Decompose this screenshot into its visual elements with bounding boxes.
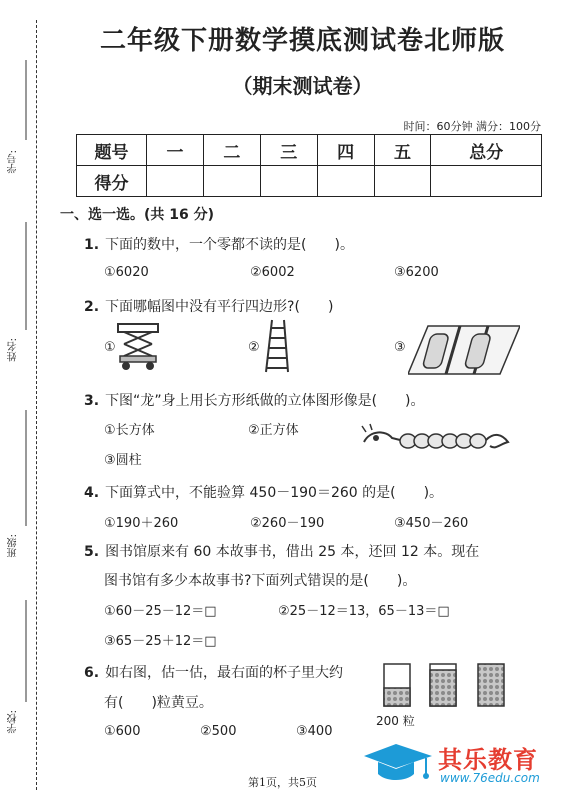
question-number: 3. xyxy=(84,393,100,409)
score-table-cell: 一 xyxy=(147,135,204,166)
page-subtitle: （期末测试卷） xyxy=(232,74,373,98)
score-row-label: 得分 xyxy=(77,166,147,197)
option[interactable]: ① xyxy=(104,340,116,355)
question-3 xyxy=(84,390,425,410)
score-table-cell: 题号 xyxy=(77,135,147,166)
question-text: 下图“龙”身上用长方形纸做的立体图形像是( )。 xyxy=(105,393,425,409)
question-2 xyxy=(84,296,333,316)
score-table-header-row xyxy=(77,135,542,166)
option[interactable]: ②500 xyxy=(200,724,237,739)
page-footer: 第1页，共5页 xyxy=(248,776,317,789)
school-label: 学校: xyxy=(8,710,19,734)
question-number: 6. xyxy=(84,665,100,681)
question-number: 1. xyxy=(84,237,100,253)
question-text: 如右图，估一估，最右面的杯子里大约 xyxy=(105,665,344,681)
option[interactable]: ③ xyxy=(394,340,406,355)
student-id-label: 学号: xyxy=(8,150,19,174)
binding-blank-lines xyxy=(0,0,48,800)
question-5-line-2: 图书馆有多少本故事书?下面列式错误的是( )。 xyxy=(104,573,417,589)
option[interactable]: ①60－25－12＝□ xyxy=(104,604,217,619)
question-number: 2. xyxy=(84,299,100,315)
cup-label: 200 粒 xyxy=(376,714,415,728)
option[interactable]: ②260－190 xyxy=(250,516,325,531)
option[interactable]: ②25－12＝13，65－13＝□ xyxy=(278,604,450,619)
question-6-line-2: 有( )粒黄豆。 xyxy=(104,695,213,711)
question-text: 下面的数中，一个零都不读的是( )。 xyxy=(105,237,354,253)
option[interactable]: ①190＋260 xyxy=(104,516,179,531)
name-label: 姓名: xyxy=(8,338,19,362)
question-4 xyxy=(84,482,443,502)
question-6 xyxy=(84,662,343,682)
exam-meta: 时间：60分钟 满分：100分 xyxy=(403,120,541,133)
option[interactable]: ② xyxy=(248,340,260,355)
score-table-cell: 四 xyxy=(317,135,374,166)
option[interactable]: ③450－260 xyxy=(394,516,469,531)
score-table-score-row xyxy=(77,166,542,197)
option[interactable]: ①长方体 xyxy=(104,423,155,438)
score-table-cell: 二 xyxy=(203,135,260,166)
score-input-cell[interactable] xyxy=(260,166,317,197)
option[interactable]: ②正方体 xyxy=(248,423,299,438)
question-5 xyxy=(84,541,479,561)
question-text: 下面哪幅图中没有平行四边形?( ) xyxy=(105,299,334,315)
bean-cups-icon xyxy=(380,660,510,710)
score-table xyxy=(76,134,542,197)
score-table-cell: 五 xyxy=(374,135,431,166)
score-input-cell[interactable] xyxy=(317,166,374,197)
page-title: 二年级下册数学摸底测试卷北师版 xyxy=(99,26,505,56)
ladder-icon xyxy=(262,318,292,374)
question-text: 下面算式中，不能验算 450－190＝260 的是( )。 xyxy=(105,485,444,501)
score-input-cell[interactable] xyxy=(147,166,204,197)
question-number: 4. xyxy=(84,485,100,501)
score-table-cell: 总分 xyxy=(431,135,542,166)
brand-name: 其乐教育 xyxy=(438,746,538,774)
binding-margin xyxy=(0,0,48,800)
option[interactable]: ①600 xyxy=(104,724,141,739)
class-label: 班级: xyxy=(8,534,19,558)
option[interactable]: ③6200 xyxy=(394,265,439,280)
option[interactable]: ③圆柱 xyxy=(104,453,142,468)
question-text: 图书馆原来有 60 本故事书，借出 25 本，还回 12 本。现在 xyxy=(105,544,480,560)
score-input-cell[interactable] xyxy=(203,166,260,197)
parking-lot-icon xyxy=(408,324,520,376)
question-1 xyxy=(84,234,354,254)
option[interactable]: ③400 xyxy=(296,724,333,739)
dragon-icon xyxy=(360,422,510,456)
option[interactable]: ②6002 xyxy=(250,265,295,280)
brand-url: www.76edu.com xyxy=(440,771,540,785)
option[interactable]: ③65－25＋12＝□ xyxy=(104,634,217,649)
score-input-cell[interactable] xyxy=(431,166,542,197)
option[interactable]: ①6020 xyxy=(104,265,149,280)
score-input-cell[interactable] xyxy=(374,166,431,197)
question-number: 5. xyxy=(84,544,100,560)
scissor-lift-icon xyxy=(116,322,160,372)
section-1-title: 一、选一选。(共 16 分) xyxy=(60,207,215,223)
score-table-cell: 三 xyxy=(260,135,317,166)
